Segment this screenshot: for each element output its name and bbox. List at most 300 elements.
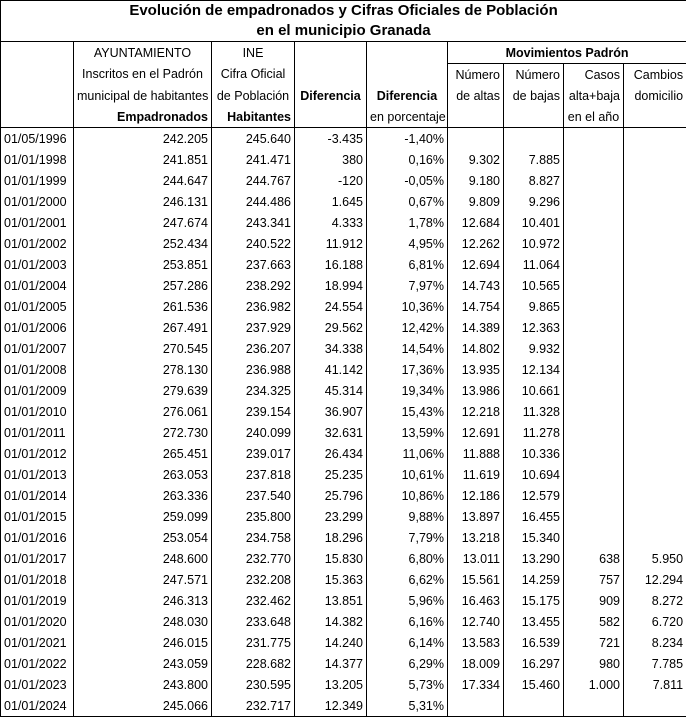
cell-diferencia: 14.382 xyxy=(295,611,367,632)
cell-diferencia-pct: 5,31% xyxy=(367,695,448,717)
cell-empadronados: 252.434 xyxy=(74,233,212,254)
cell-casos xyxy=(564,464,624,485)
table-body xyxy=(1,128,686,717)
cell-habitantes: 237.818 xyxy=(212,464,295,485)
header-cifra-oficial: Cifra Oficial xyxy=(212,64,295,86)
cell-casos: 909 xyxy=(564,590,624,611)
cell-date: 01/01/2018 xyxy=(1,569,74,590)
cell-altas: 12.691 xyxy=(448,422,504,443)
cell-habitantes: 244.486 xyxy=(212,191,295,212)
header-inscritos: Inscritos en el Padrón xyxy=(74,64,212,86)
cell-casos xyxy=(564,443,624,464)
header-cambios-l1: Cambios xyxy=(624,64,686,86)
cell-date: 01/01/2007 xyxy=(1,338,74,359)
cell-bajas xyxy=(504,128,564,150)
cell-empadronados: 243.059 xyxy=(74,653,212,674)
cell-cambios xyxy=(624,149,686,170)
table-row xyxy=(1,485,686,506)
cell-bajas: 8.827 xyxy=(504,170,564,191)
cell-bajas: 16.455 xyxy=(504,506,564,527)
cell-altas: 13.935 xyxy=(448,359,504,380)
cell-habitantes: 239.017 xyxy=(212,443,295,464)
cell-date: 01/01/1998 xyxy=(1,149,74,170)
cell-empadronados: 253.054 xyxy=(74,527,212,548)
cell-altas: 17.334 xyxy=(448,674,504,695)
cell-bajas: 15.460 xyxy=(504,674,564,695)
table-row xyxy=(1,170,686,191)
cell-casos xyxy=(564,275,624,296)
cell-empadronados: 246.313 xyxy=(74,590,212,611)
cell-cambios xyxy=(624,485,686,506)
cell-cambios xyxy=(624,380,686,401)
cell-date: 01/01/2005 xyxy=(1,296,74,317)
cell-altas: 14.743 xyxy=(448,275,504,296)
cell-altas: 13.986 xyxy=(448,380,504,401)
cell-bajas: 11.328 xyxy=(504,401,564,422)
cell-cambios: 8.272 xyxy=(624,590,686,611)
cell-cambios xyxy=(624,275,686,296)
cell-diferencia-pct: 10,36% xyxy=(367,296,448,317)
cell-date: 01/01/2004 xyxy=(1,275,74,296)
cell-habitantes: 236.982 xyxy=(212,296,295,317)
cell-diferencia: 23.299 xyxy=(295,506,367,527)
cell-diferencia: 12.349 xyxy=(295,695,367,717)
cell-empadronados: 246.015 xyxy=(74,632,212,653)
header-altas-l1: Número xyxy=(448,64,504,86)
cell-cambios xyxy=(624,695,686,717)
cell-diferencia-pct: 6,29% xyxy=(367,653,448,674)
cell-cambios xyxy=(624,233,686,254)
cell-empadronados: 257.286 xyxy=(74,275,212,296)
cell-empadronados: 278.130 xyxy=(74,359,212,380)
cell-cambios xyxy=(624,296,686,317)
cell-casos xyxy=(564,149,624,170)
cell-date: 01/01/2012 xyxy=(1,443,74,464)
cell-date: 01/01/2019 xyxy=(1,590,74,611)
cell-empadronados: 248.600 xyxy=(74,548,212,569)
table-row xyxy=(1,611,686,632)
cell-bajas: 9.865 xyxy=(504,296,564,317)
header-altas-l2: de altas xyxy=(448,85,504,106)
title-line-2: en el municipio Granada xyxy=(256,22,430,39)
cell-date: 01/01/2002 xyxy=(1,233,74,254)
cell-habitantes: 232.770 xyxy=(212,548,295,569)
header-casos-l2: alta+baja xyxy=(564,85,624,106)
cell-diferencia-pct: 12,42% xyxy=(367,317,448,338)
cell-cambios: 7.811 xyxy=(624,674,686,695)
cell-date: 01/01/2022 xyxy=(1,653,74,674)
cell-altas: 14.802 xyxy=(448,338,504,359)
cell-diferencia-pct: 14,54% xyxy=(367,338,448,359)
cell-bajas: 13.455 xyxy=(504,611,564,632)
cell-diferencia-pct: 0,16% xyxy=(367,149,448,170)
header-habitantes: Habitantes xyxy=(212,106,295,128)
cell-diferencia-pct: 0,67% xyxy=(367,191,448,212)
cell-altas: 14.754 xyxy=(448,296,504,317)
cell-casos: 721 xyxy=(564,632,624,653)
cell-habitantes: 240.522 xyxy=(212,233,295,254)
table-row xyxy=(1,527,686,548)
cell-diferencia-pct: 5,96% xyxy=(367,590,448,611)
cell-bajas: 11.278 xyxy=(504,422,564,443)
cell-date: 01/01/2014 xyxy=(1,485,74,506)
cell-empadronados: 279.639 xyxy=(74,380,212,401)
cell-bajas: 12.134 xyxy=(504,359,564,380)
cell-diferencia-pct: 19,34% xyxy=(367,380,448,401)
cell-diferencia: 45.314 xyxy=(295,380,367,401)
cell-diferencia-pct: 11,06% xyxy=(367,443,448,464)
cell-habitantes: 234.758 xyxy=(212,527,295,548)
cell-diferencia: 15.830 xyxy=(295,548,367,569)
table-row xyxy=(1,422,686,443)
cell-bajas: 9.296 xyxy=(504,191,564,212)
cell-bajas xyxy=(504,695,564,717)
cell-diferencia: 13.205 xyxy=(295,674,367,695)
cell-habitantes: 232.208 xyxy=(212,569,295,590)
cell-habitantes: 232.462 xyxy=(212,590,295,611)
cell-altas: 14.389 xyxy=(448,317,504,338)
cell-casos: 1.000 xyxy=(564,674,624,695)
table-row xyxy=(1,275,686,296)
table-row xyxy=(1,548,686,569)
cell-diferencia: 25.796 xyxy=(295,485,367,506)
cell-diferencia-pct: 6,62% xyxy=(367,569,448,590)
cell-diferencia: 29.562 xyxy=(295,317,367,338)
cell-empadronados: 272.730 xyxy=(74,422,212,443)
table-row xyxy=(1,401,686,422)
cell-diferencia: 36.907 xyxy=(295,401,367,422)
cell-altas: 12.218 xyxy=(448,401,504,422)
cell-empadronados: 241.851 xyxy=(74,149,212,170)
cell-diferencia: 11.912 xyxy=(295,233,367,254)
header-empadronados: Empadronados xyxy=(74,106,212,128)
cell-diferencia: 14.240 xyxy=(295,632,367,653)
cell-cambios: 8.234 xyxy=(624,632,686,653)
cell-date: 01/01/2008 xyxy=(1,359,74,380)
cell-habitantes: 240.099 xyxy=(212,422,295,443)
cell-empadronados: 245.066 xyxy=(74,695,212,717)
cell-diferencia-pct: 7,79% xyxy=(367,527,448,548)
table-row xyxy=(1,506,686,527)
cell-altas: 11.619 xyxy=(448,464,504,485)
cell-bajas: 10.336 xyxy=(504,443,564,464)
cell-diferencia-pct: 7,97% xyxy=(367,275,448,296)
cell-cambios xyxy=(624,170,686,191)
cell-date: 01/01/2009 xyxy=(1,380,74,401)
cell-altas xyxy=(448,695,504,717)
header-casos-l1: Casos xyxy=(564,64,624,86)
table-row xyxy=(1,149,686,170)
header-cambios-l2: domicilio xyxy=(624,85,686,106)
cell-casos xyxy=(564,338,624,359)
cell-casos xyxy=(564,359,624,380)
cell-diferencia: 41.142 xyxy=(295,359,367,380)
cell-cambios xyxy=(624,464,686,485)
header-ine: INE xyxy=(212,42,295,64)
cell-diferencia-pct: 6,80% xyxy=(367,548,448,569)
cell-date: 01/01/2017 xyxy=(1,548,74,569)
cell-bajas: 11.064 xyxy=(504,254,564,275)
cell-bajas: 15.340 xyxy=(504,527,564,548)
cell-altas: 13.897 xyxy=(448,506,504,527)
cell-altas: 18.009 xyxy=(448,653,504,674)
cell-diferencia-pct: 6,16% xyxy=(367,611,448,632)
cell-habitantes: 244.767 xyxy=(212,170,295,191)
table-row xyxy=(1,128,686,150)
cell-bajas: 10.661 xyxy=(504,380,564,401)
cell-habitantes: 228.682 xyxy=(212,653,295,674)
header-diferencia: Diferencia xyxy=(295,85,367,106)
cell-habitantes: 236.207 xyxy=(212,338,295,359)
cell-habitantes: 235.800 xyxy=(212,506,295,527)
cell-date: 01/01/2024 xyxy=(1,695,74,717)
table-title xyxy=(1,1,686,42)
table-row xyxy=(1,443,686,464)
cell-date: 01/01/2021 xyxy=(1,632,74,653)
cell-diferencia-pct: 6,81% xyxy=(367,254,448,275)
cell-casos xyxy=(564,527,624,548)
cell-diferencia: -120 xyxy=(295,170,367,191)
cell-cambios xyxy=(624,338,686,359)
header-ayuntamiento: AYUNTAMIENTO xyxy=(74,42,212,64)
cell-altas: 12.684 xyxy=(448,212,504,233)
cell-empadronados: 244.647 xyxy=(74,170,212,191)
cell-empadronados: 265.451 xyxy=(74,443,212,464)
cell-altas: 9.302 xyxy=(448,149,504,170)
cell-empadronados: 247.571 xyxy=(74,569,212,590)
header-municipal: municipal de habitantes xyxy=(74,85,212,106)
header-bajas-l1: Número xyxy=(504,64,564,86)
cell-altas: 15.561 xyxy=(448,569,504,590)
cell-diferencia-pct: 10,86% xyxy=(367,485,448,506)
cell-diferencia: 18.296 xyxy=(295,527,367,548)
cell-diferencia: 14.377 xyxy=(295,653,367,674)
cell-diferencia-pct: 13,59% xyxy=(367,422,448,443)
cell-diferencia: 26.434 xyxy=(295,443,367,464)
cell-habitantes: 239.154 xyxy=(212,401,295,422)
cell-casos xyxy=(564,506,624,527)
table-row xyxy=(1,296,686,317)
cell-bajas: 13.290 xyxy=(504,548,564,569)
table-row xyxy=(1,317,686,338)
cell-altas: 13.011 xyxy=(448,548,504,569)
cell-diferencia-pct: -0,05% xyxy=(367,170,448,191)
header-de-poblacion: de Población xyxy=(212,85,295,106)
cell-diferencia: 18.994 xyxy=(295,275,367,296)
cell-date: 01/01/2006 xyxy=(1,317,74,338)
header-diferencia-pct-l1: Diferencia xyxy=(367,85,448,106)
cell-empadronados: 246.131 xyxy=(74,191,212,212)
cell-bajas: 16.539 xyxy=(504,632,564,653)
cell-empadronados: 263.336 xyxy=(74,485,212,506)
cell-bajas: 14.259 xyxy=(504,569,564,590)
cell-diferencia-pct: 17,36% xyxy=(367,359,448,380)
cell-casos xyxy=(564,422,624,443)
header-diferencia-pct-l2: en porcentaje xyxy=(367,106,448,128)
cell-cambios xyxy=(624,212,686,233)
cell-date: 01/05/1996 xyxy=(1,128,74,150)
cell-diferencia: 1.645 xyxy=(295,191,367,212)
cell-cambios xyxy=(624,128,686,150)
cell-habitantes: 238.292 xyxy=(212,275,295,296)
cell-cambios: 5.950 xyxy=(624,548,686,569)
cell-altas: 12.694 xyxy=(448,254,504,275)
cell-empadronados: 270.545 xyxy=(74,338,212,359)
cell-diferencia-pct: 5,73% xyxy=(367,674,448,695)
cell-altas: 13.583 xyxy=(448,632,504,653)
cell-altas xyxy=(448,128,504,150)
cell-altas: 11.888 xyxy=(448,443,504,464)
cell-cambios: 12.294 xyxy=(624,569,686,590)
cell-diferencia-pct: 4,95% xyxy=(367,233,448,254)
cell-altas: 13.218 xyxy=(448,527,504,548)
cell-diferencia-pct: 10,61% xyxy=(367,464,448,485)
cell-date: 01/01/2011 xyxy=(1,422,74,443)
cell-date: 01/01/2020 xyxy=(1,611,74,632)
cell-habitantes: 230.595 xyxy=(212,674,295,695)
table-row xyxy=(1,380,686,401)
cell-empadronados: 267.491 xyxy=(74,317,212,338)
cell-empadronados: 253.851 xyxy=(74,254,212,275)
cell-diferencia-pct: -1,40% xyxy=(367,128,448,150)
cell-date: 01/01/2023 xyxy=(1,674,74,695)
cell-diferencia: -3.435 xyxy=(295,128,367,150)
cell-diferencia: 13.851 xyxy=(295,590,367,611)
cell-casos: 980 xyxy=(564,653,624,674)
cell-cambios xyxy=(624,191,686,212)
cell-casos xyxy=(564,212,624,233)
cell-empadronados: 276.061 xyxy=(74,401,212,422)
cell-diferencia: 16.188 xyxy=(295,254,367,275)
cell-empadronados: 242.205 xyxy=(74,128,212,150)
cell-casos xyxy=(564,317,624,338)
cell-empadronados: 259.099 xyxy=(74,506,212,527)
table-row xyxy=(1,632,686,653)
cell-cambios: 7.785 xyxy=(624,653,686,674)
cell-casos xyxy=(564,233,624,254)
table-row xyxy=(1,359,686,380)
cell-casos: 757 xyxy=(564,569,624,590)
cell-cambios xyxy=(624,254,686,275)
cell-cambios xyxy=(624,527,686,548)
cell-empadronados: 263.053 xyxy=(74,464,212,485)
cell-altas: 9.180 xyxy=(448,170,504,191)
cell-altas: 12.740 xyxy=(448,611,504,632)
cell-date: 01/01/2010 xyxy=(1,401,74,422)
cell-bajas: 10.401 xyxy=(504,212,564,233)
header-bajas-l2: de bajas xyxy=(504,85,564,106)
cell-habitantes: 234.325 xyxy=(212,380,295,401)
cell-bajas: 7.885 xyxy=(504,149,564,170)
title-line-1: Evolución de empadronados y Cifras Oficiales de Población xyxy=(129,2,557,19)
cell-casos xyxy=(564,695,624,717)
cell-date: 01/01/2003 xyxy=(1,254,74,275)
cell-diferencia: 4.333 xyxy=(295,212,367,233)
cell-diferencia: 32.631 xyxy=(295,422,367,443)
cell-casos xyxy=(564,296,624,317)
cell-bajas: 10.694 xyxy=(504,464,564,485)
cell-empadronados: 243.800 xyxy=(74,674,212,695)
table-row xyxy=(1,338,686,359)
cell-altas: 12.186 xyxy=(448,485,504,506)
cell-cambios xyxy=(624,359,686,380)
cell-bajas: 15.175 xyxy=(504,590,564,611)
cell-date: 01/01/2015 xyxy=(1,506,74,527)
cell-altas: 12.262 xyxy=(448,233,504,254)
cell-cambios xyxy=(624,317,686,338)
cell-casos xyxy=(564,380,624,401)
table-row xyxy=(1,653,686,674)
cell-habitantes: 237.929 xyxy=(212,317,295,338)
cell-diferencia-pct: 6,14% xyxy=(367,632,448,653)
cell-date: 01/01/2000 xyxy=(1,191,74,212)
cell-habitantes: 237.663 xyxy=(212,254,295,275)
cell-habitantes: 245.640 xyxy=(212,128,295,150)
cell-cambios xyxy=(624,506,686,527)
cell-habitantes: 241.471 xyxy=(212,149,295,170)
cell-bajas: 12.363 xyxy=(504,317,564,338)
cell-casos xyxy=(564,128,624,150)
cell-casos xyxy=(564,170,624,191)
cell-diferencia: 24.554 xyxy=(295,296,367,317)
cell-casos: 582 xyxy=(564,611,624,632)
cell-empadronados: 261.536 xyxy=(74,296,212,317)
table-row xyxy=(1,254,686,275)
cell-casos xyxy=(564,254,624,275)
header-casos-l3: en el año xyxy=(564,106,624,128)
cell-altas: 16.463 xyxy=(448,590,504,611)
cell-diferencia: 25.235 xyxy=(295,464,367,485)
cell-diferencia: 380 xyxy=(295,149,367,170)
header-movimientos-padron: Movimientos Padrón xyxy=(448,42,686,64)
cell-habitantes: 243.341 xyxy=(212,212,295,233)
cell-habitantes: 233.648 xyxy=(212,611,295,632)
table-row xyxy=(1,464,686,485)
cell-casos xyxy=(564,191,624,212)
cell-habitantes: 232.717 xyxy=(212,695,295,717)
cell-diferencia: 34.338 xyxy=(295,338,367,359)
cell-bajas: 10.565 xyxy=(504,275,564,296)
table-row xyxy=(1,191,686,212)
cell-habitantes: 237.540 xyxy=(212,485,295,506)
cell-casos: 638 xyxy=(564,548,624,569)
cell-empadronados: 248.030 xyxy=(74,611,212,632)
table-row xyxy=(1,674,686,695)
cell-cambios xyxy=(624,443,686,464)
cell-cambios xyxy=(624,422,686,443)
cell-altas: 9.809 xyxy=(448,191,504,212)
table-row xyxy=(1,212,686,233)
cell-empadronados: 247.674 xyxy=(74,212,212,233)
table-row xyxy=(1,695,686,717)
cell-diferencia-pct: 15,43% xyxy=(367,401,448,422)
cell-casos xyxy=(564,485,624,506)
cell-bajas: 16.297 xyxy=(504,653,564,674)
cell-diferencia-pct: 1,78% xyxy=(367,212,448,233)
cell-casos xyxy=(564,401,624,422)
table-header xyxy=(1,1,686,128)
table-row xyxy=(1,590,686,611)
cell-diferencia: 15.363 xyxy=(295,569,367,590)
cell-bajas: 12.579 xyxy=(504,485,564,506)
cell-date: 01/01/2001 xyxy=(1,212,74,233)
cell-bajas: 10.972 xyxy=(504,233,564,254)
cell-cambios: 6.720 xyxy=(624,611,686,632)
cell-date: 01/01/1999 xyxy=(1,170,74,191)
cell-date: 01/01/2013 xyxy=(1,464,74,485)
cell-habitantes: 236.988 xyxy=(212,359,295,380)
table-row xyxy=(1,233,686,254)
